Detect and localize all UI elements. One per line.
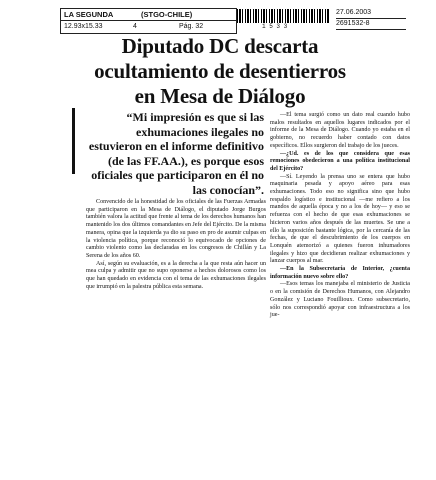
interview-question: —En la Subsecretaría de Interior, ¿cuenta información nuevo sobre ello?	[270, 266, 410, 280]
source-name: LA SEGUNDA	[64, 10, 114, 19]
barcode	[237, 9, 329, 23]
article-column-right	[270, 112, 410, 320]
clipping-header	[60, 8, 372, 34]
article-paragraph: —Esos temas los manejaba el ministerio de Justicia o en la comisión de Derechos Humanos, con Alejandro González y Luciano Fouillioux. Como subsecretario, sólo nos correspondió apoyar con infraestructura a los jue-	[270, 281, 410, 319]
interview-question: —¿Ud. es de los que considera que esas remociones obedecieron a una política institucional del Ejército?	[270, 150, 410, 172]
clipping-info-row-details	[61, 21, 236, 33]
clipping-meta	[336, 8, 406, 30]
clip-page-number: 4	[133, 23, 137, 30]
headline-line-3: en Mesa de Diálogo	[134, 84, 306, 108]
article-paragraph: Convencido de la honestidad de los oficiales de las Fuerzas Armadas que participaron en la Mesa de Diálogo, el diputado Jorge Burgos también valora la actitud que frente al tema de los derechos humanos han mantenido los dos últimos comandantes en Jefe del Ejército. De la misma manera, opina que la izquierda ya dio su paso en pro de asumir culpas en la violencia política, porque reconoció lo equivocado de opciones de cambio violento como las declaradas en los congresos de Chillán y La Serena de los años 60.	[86, 199, 266, 259]
clipping-info-row-source	[61, 9, 236, 21]
source-edition: (STGO-CHILE)	[141, 10, 193, 19]
clip-id: 2691532-8	[336, 19, 406, 30]
article-paragraph: —El tema surgió como un dato real cuando hubo malos resultados en aquellos lugares indicados por el informe de la Mesa de Diálogo. Cuando yo estaba en el gobierno, no recuerdo haber contado con datos específicos. Ellos surgieron del trabajo de los jueces.	[270, 112, 410, 149]
headline-line-2: ocultamiento de desentierros	[94, 59, 346, 83]
clip-size: 12.93x15.33	[64, 23, 103, 30]
article-headline	[40, 34, 400, 109]
headline-line-1: Diputado DC descarta	[121, 34, 319, 58]
clip-page-label: Pág. 32	[179, 23, 204, 30]
article-paragraph: —Sí. Leyendo la prensa uno se entera que hubo maquinaria pesada y apoyo aéreo para esas exhumaciones. Todo eso no significa sino que hubo respaldo logístico e institucional —me refiero a los mandos de aquella época y no a los de hoy— y eso se refuerza con el hecho de que esas exhumaciones se hicieron varios años después de las muertes. Se une a ello la suposición bastante lógica, por la cercanía de las fechas, de que el descubrimiento de los cuerpos en Lonquén atemorizó a quienes fueron inhumadores ilegales y hizo que decidieran realizar exhumaciones y lanzar cuerpos al mar.	[270, 173, 410, 265]
pull-quote: “Mi impresión es que si las exhumaciones ilegales no estuvieron en el informe definitivo (de las FF.AA.), es porque esos oficiales que participaron en él no las conocían”.	[88, 110, 264, 197]
barcode-number: 1 5 3 3	[262, 23, 288, 30]
clipping-info-table	[60, 8, 237, 34]
clip-date: 27.06.2003	[336, 8, 406, 19]
article-paragraph: Así, según su evaluación, es a la derecha a la que resta aún hacer un mea culpa y admitir que no supo oponerse a hechos dolorosos como los que han quedado en evidencia con el tema de las exhumaciones ilegales que irrumpió en la palestra pública esta semana.	[86, 260, 266, 290]
article-column-left	[86, 199, 266, 291]
pull-quote-rule	[72, 108, 75, 174]
